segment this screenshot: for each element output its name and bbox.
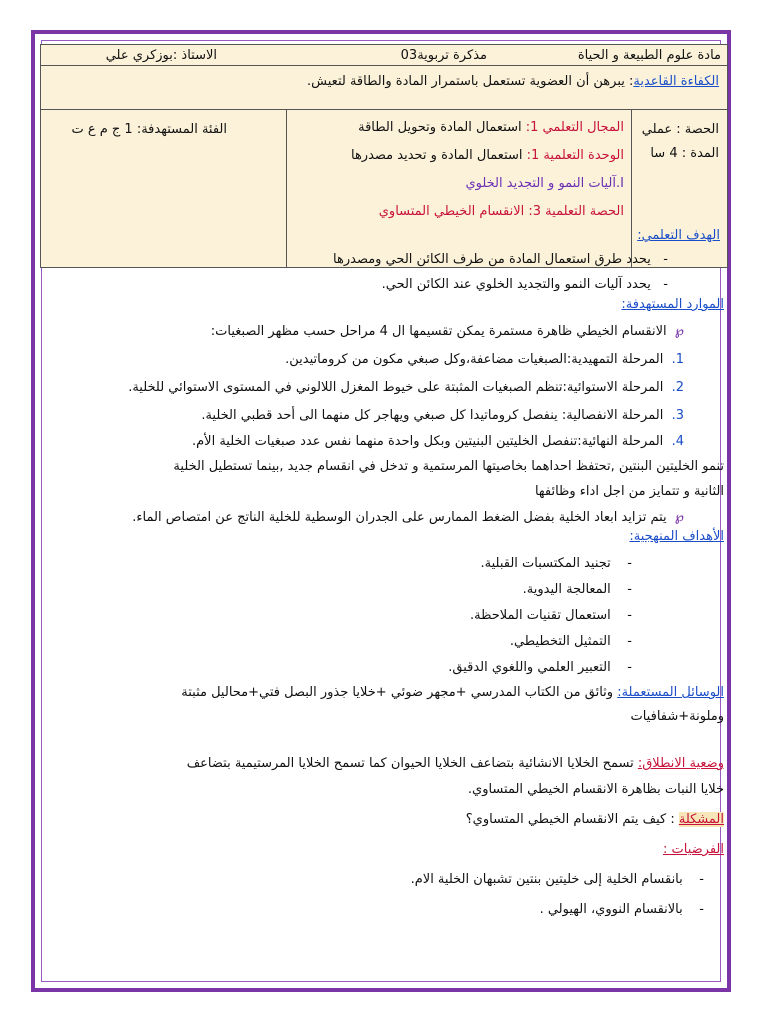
hypothesis-item: - بانقسام الخلية إلى خليتين بنتين تشبهان الخلية الام.	[410, 872, 704, 887]
bullet-icon: ℘	[674, 324, 684, 339]
lesson-cell	[286, 110, 632, 267]
phase-item: 1. المرحلة التمهيدية:الصبغيات مضاعفة،وكل صبغي مكون من كروماتيدين.	[285, 352, 684, 367]
domain-line	[358, 120, 624, 135]
header-row	[40, 44, 728, 66]
competency-text: : يبرهن أن العضوية تستعمل باستمرار المادة والطاقة لتعيش.	[307, 74, 634, 89]
lesson-text: الانقسام الخيطي المتساوي	[378, 204, 529, 219]
growth-line-1: تنمو الخليتين البنتين ,تحتفظ احداهما بخاصيتها المرستمية و تدخل في انقسام جديد ,بينما تستطيل الخلية	[173, 459, 724, 474]
methodology-item: - المعالجة اليدوية.	[522, 582, 632, 597]
methodology-label: الأهداف المنهجية:	[629, 529, 724, 544]
resources-extra: ℘ يتم تزايد ابعاد الخلية بفضل الضغط الممارس على الجدران الوسطية للخلية الناتج عن امتصاص الماء.	[132, 510, 684, 525]
target-group: الفئة المستهدفة: 1 ج م ع ت	[71, 122, 227, 137]
goal-label: الهدف التعلمي:	[637, 228, 720, 243]
phase-item: 3. المرحلة الانفصالية: ينفصل كروماتيدا كل صبغي ويهاجر كل منهما الى أحد قطبي الخلية.	[201, 408, 684, 423]
competency-label: الكفاءة القاعدية	[633, 74, 719, 89]
starting-line-2: خلايا النبات بظاهرة الانقسام الخيطي المتساوي.	[467, 782, 724, 797]
phase-item: 2. المرحلة الاستوائية:تنظم الصبغيات المثبتة على خيوط المغزل اللالوني في المستوى الاستوائي للخلية.	[128, 380, 684, 395]
hypothesis-item: - بالانقسام النووي، الهيولي .	[539, 902, 704, 917]
session-type: الحصة : عملي	[641, 122, 719, 137]
hypotheses-label: الفرضيات :	[663, 842, 724, 857]
domain-label: المجال التعلمي 1:	[525, 120, 624, 135]
starting-line-1: وضعية الانطلاق: تسمح الخلايا الانشائية بتضاعف الخلايا الحيوان كما تسمح الخلايا المرستيمية بتضاعف	[186, 756, 724, 771]
subject-title: مادة علوم الطبيعة و الحياة	[577, 47, 721, 63]
tools-line-1: الوسائل المستعملة: وثائق من الكتاب المدرسي +مجهر ضوئي +خلايا جذور البصل فتي+محاليل مثبتة	[181, 685, 724, 700]
memo-number: مذكرة تربوية03	[400, 47, 487, 63]
growth-line-2: الثانية و تتمايز من اجل اداء وظائفها	[534, 484, 724, 499]
problem-line: المشكلة : كيف يتم الانقسام الخيطي المتساوي؟	[465, 812, 724, 827]
competency-row	[40, 66, 728, 110]
lesson-label: الحصة التعلمية 3:	[528, 204, 624, 219]
resources-intro: ℘ الانقسام الخيطي ظاهرة مستمرة يمكن تقسيمها ال 4 مراحل حسب مظهر الصبغيات:	[210, 324, 684, 339]
unit-label: الوحدة التعلمية 1:	[526, 148, 624, 163]
subunit-title: I.آليات النمو و التجديد الخلوي	[465, 176, 624, 191]
session-cell	[631, 110, 727, 267]
phase-item: 4. المرحلة النهائية:تنفصل الخليتين البنيتين وبكل واحدة منهما نفس عدد صبغيات الخلية الأم.	[191, 434, 684, 449]
unit-text: استعمال المادة و تحديد مصدرها	[350, 148, 527, 163]
teacher-name: الاستاذ :بوزكري علي	[105, 47, 217, 63]
tools-label: الوسائل المستعملة:	[617, 685, 724, 700]
target-cell	[39, 110, 287, 267]
session-duration: المدة : 4 سا	[650, 146, 719, 161]
starting-label: وضعية الانطلاق:	[637, 756, 724, 771]
resources-label: الموارد المستهدفة:	[621, 297, 724, 312]
tools-line-2: وملونة+شفافيات	[630, 709, 724, 724]
methodology-item: - تجنيد المكتسبات القبلية.	[480, 556, 632, 571]
methodology-item: - التمثيل التخطيطي.	[509, 634, 632, 649]
problem-label: المشكلة	[678, 812, 724, 827]
bullet-icon: ℘	[674, 510, 684, 525]
session-grid	[40, 110, 728, 268]
methodology-item: - استعمال تقنيات الملاحظة.	[469, 608, 632, 623]
lesson-line	[379, 204, 624, 219]
goal-item: - يحدد آليات النمو والتجديد الخلوي عند الكائن الحي.	[381, 277, 668, 292]
domain-text: استعمال المادة وتحويل الطاقة	[358, 120, 526, 135]
goal-item: - يحدد طرق استعمال المادة من طرف الكائن الحي ومصدرها	[333, 252, 668, 267]
unit-line	[351, 148, 624, 163]
methodology-item: - التعبير العلمي واللغوي الدقيق.	[448, 660, 632, 675]
